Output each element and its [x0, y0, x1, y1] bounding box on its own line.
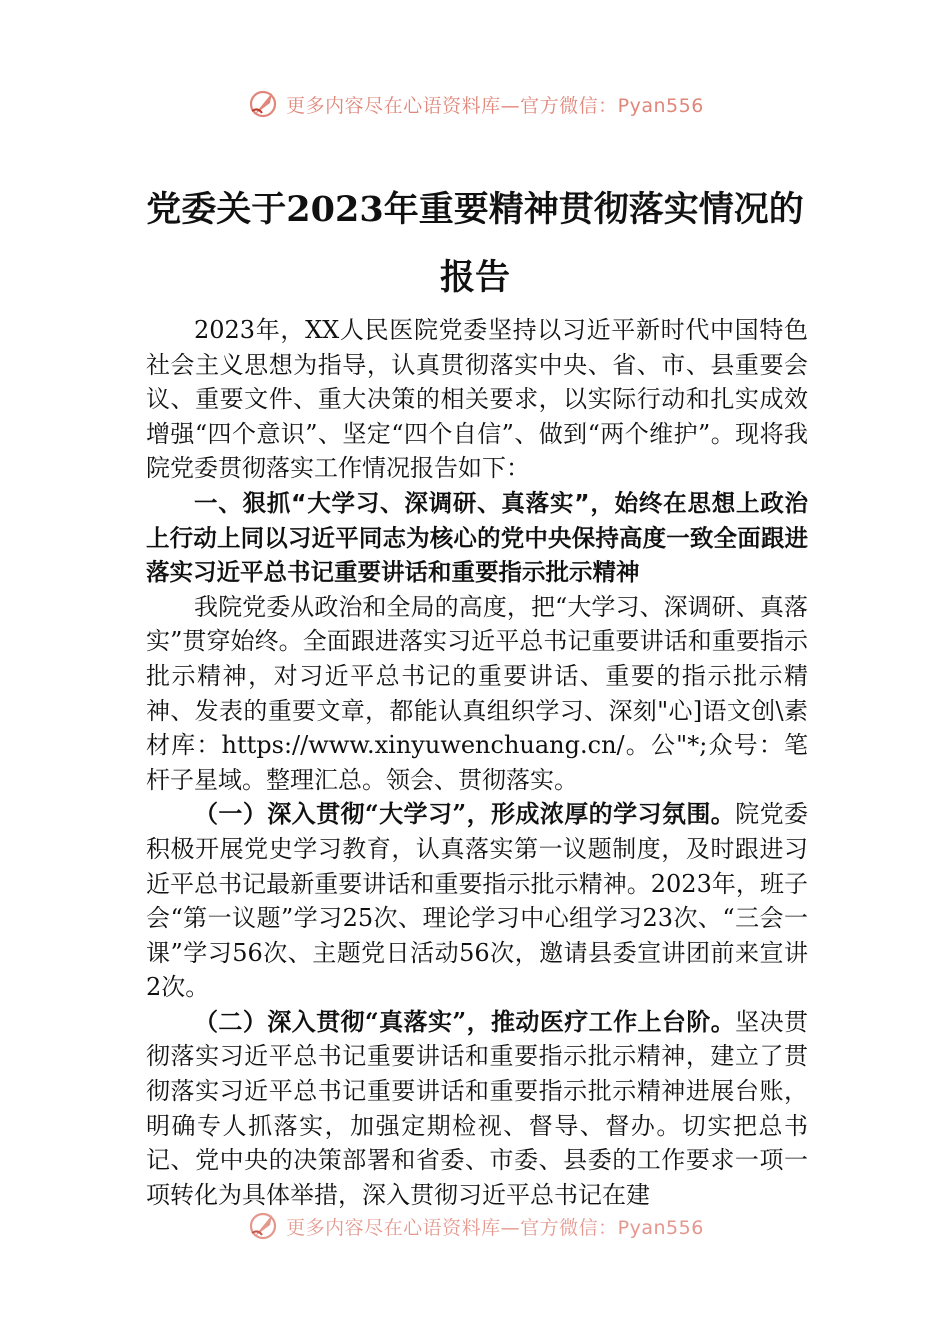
quill-pen-logo-icon — [246, 1209, 280, 1243]
section-1-paragraph: 我院党委从政治和全局的高度，把“大学习、深调研、真落实”贯穿始终。全面跟进落实习近平总书记重要讲话和重要指示批示精神，对习近平总书记的重要讲话、重要的指示批示精神、发表的重要文章，都能认真组织学习、深刻"心]语文创\素材库：https://www.xinyuwenchuang.cn/。公"*;众号：笔杆子星域。整理汇总。领会、贯彻落实。 — [146, 592, 808, 794]
watermark-banner-bottom — [0, 1206, 950, 1246]
document-title-line-2: 报告 — [439, 257, 510, 298]
subsection-2-paragraph — [146, 1005, 808, 1213]
intro-paragraph: 2023年，XX人民医院党委坚持以习近平新时代中国特色社会主义思想为指导，认真贯彻落实中央、省、市、县重要会议、重要文件、重大决策的相关要求，以实际行动和扎实成效增强“四个意识”、坚定“四个自信”、做到“两个维护”。现将我院党委贯彻落实工作情况报告如下： — [146, 316, 808, 483]
watermark-text: 更多内容尽在心语资料库—官方微信：Pyan556 — [286, 1216, 704, 1239]
section-heading-1: 一、狠抓“大学习、深调研、真落实”，始终在思想上政治上行动上同以习近平同志为核心的党中央保持高度一致全面跟进落实习近平总书记重要讲话和重要指示批示精神 — [146, 488, 808, 587]
subsection-1-heading: （一）深入贯彻“大学习”，形成浓厚的学习氛围。 — [194, 799, 736, 829]
subsection-2-heading: （二）深入贯彻“真落实”，推动医疗工作上台阶。 — [194, 1006, 736, 1036]
watermark-text: 更多内容尽在心语资料库—官方微信：Pyan556 — [286, 94, 704, 117]
quill-pen-logo-icon — [246, 87, 280, 121]
watermark-banner-top — [0, 84, 950, 124]
subsection-1-body: 院党委积极开展党史学习教育，认真落实第一议题制度，及时跟进习近平总书记最新重要讲话和重要指示批示精神。2023年，班子会“第一议题”学习25次、理论学习中心组学习23次、“三会一课”学习56次、主题党日活动56次，邀请县委宣讲团前来宣讲2次。 — [146, 800, 809, 1002]
subsection-2-body: 坚决贯彻落实习近平总书记重要讲话和重要指示批示精神，建立了贯彻落实习近平总书记重要讲话和重要指示批示精神进展台账，明确专人抓落实，加强定期检视、督导、督办。切实把总书记、党中央的决策部署和省委、市委、县委的工作要求一项一项转化为具体举措，深入贯彻习近平总书记在建 — [146, 1007, 809, 1209]
subsection-1-paragraph — [146, 797, 808, 1005]
document-title-line-1: 党委关于2023年重要精神贯彻落实情况的 — [146, 189, 804, 230]
document-body — [146, 313, 808, 1212]
